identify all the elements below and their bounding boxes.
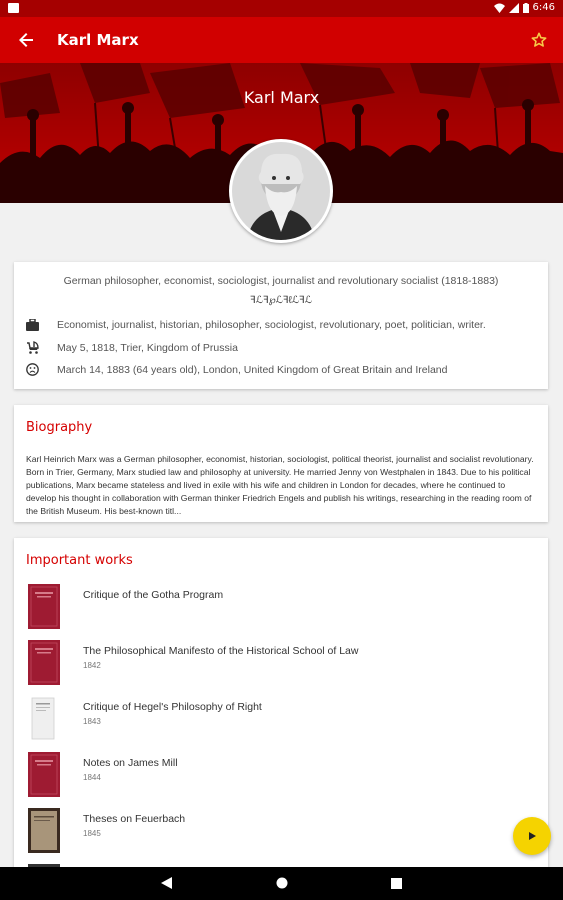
occupation-row	[26, 319, 486, 331]
died-row	[26, 363, 447, 376]
book-cover-image	[28, 808, 60, 853]
born-text: May 5, 1818, Trier, Kingdom of Prussia	[57, 341, 238, 354]
work-year: 1843	[83, 717, 101, 726]
work-year: 1844	[83, 773, 101, 782]
signature: ꟻℒꟻ℘ℒꟻℓℒꟻℒ	[249, 295, 313, 306]
born-row	[26, 341, 238, 354]
died-text: March 14, 1883 (64 years old), London, United Kingdom of Great Britain and Ireland	[57, 363, 448, 376]
status-time: 6:46	[532, 2, 555, 13]
work-year: 1842	[83, 661, 101, 670]
back-button[interactable]	[14, 28, 38, 52]
sad-face-icon	[26, 363, 39, 376]
notification-icon	[8, 3, 19, 13]
work-item[interactable]	[28, 696, 528, 746]
circle-home-icon	[276, 877, 288, 889]
works-card	[14, 538, 548, 900]
works-title: Important works	[26, 553, 133, 568]
wifi-icon	[494, 3, 505, 13]
book-cover-image	[28, 752, 60, 797]
triangle-back-icon	[161, 877, 173, 889]
play-icon	[527, 831, 537, 841]
person-description: German philosopher, economist, sociologist, journalist and revolutionary socialist (1818-1883)	[63, 275, 499, 287]
play-button[interactable]	[513, 817, 551, 855]
occupation-text: Economist, journalist, historian, philosopher, sociologist, revolutionary, poet, politician, writer.	[57, 319, 486, 331]
status-bar	[0, 0, 563, 17]
work-title: Notes on James Mill	[83, 757, 178, 769]
work-year: 1845	[83, 829, 101, 838]
work-title: Critique of the Gotha Program	[83, 589, 224, 601]
app-title: Karl Marx	[57, 31, 139, 49]
battery-icon	[523, 3, 529, 13]
work-title: The Philosophical Manifesto of the Historical School of Law	[83, 645, 359, 657]
biography-card[interactable]	[14, 405, 548, 522]
nav-recents-button[interactable]	[388, 875, 404, 891]
arrow-back-icon	[19, 33, 33, 47]
nav-home-button[interactable]	[274, 875, 290, 891]
work-title: Theses on Feuerbach	[83, 813, 186, 825]
navigation-bar	[0, 867, 563, 900]
nav-back-button[interactable]	[159, 875, 175, 891]
avatar	[229, 139, 333, 243]
favorite-button[interactable]	[527, 28, 551, 52]
book-cover-image	[28, 696, 60, 741]
book-cover-image	[28, 584, 60, 629]
book-cover-image	[28, 640, 60, 685]
info-card	[14, 262, 548, 389]
work-item[interactable]	[28, 752, 528, 802]
work-title: Critique of Hegel's Philosophy of Right	[83, 701, 262, 713]
signal-icon	[509, 3, 519, 13]
status-icons	[494, 2, 555, 13]
stroller-icon	[26, 341, 39, 354]
star-outline-icon	[531, 32, 547, 48]
biography-text: Karl Heinrich Marx was a German philosopher, economist, historian, sociologist, political theorist, journalist and socialist revolutionary. Born in Trier, Germany, Marx studied law and philosophy at university. He married Jenny von Westphalen in 1843. Due to his political publications, Marx became stateless and lived in exile with his wife and children in London for decades, where he continued to develop his thought in collaboration with German thinker Friedrich Engels and publish his writings, researching in the reading room of the British Museum. His best-known titl...	[26, 454, 534, 515]
hero-name: Karl Marx	[243, 88, 320, 107]
biography-title: Biography	[26, 420, 93, 435]
app-bar	[0, 17, 563, 63]
briefcase-icon	[26, 319, 39, 331]
portrait-photo	[232, 142, 330, 240]
work-item[interactable]	[28, 584, 528, 634]
work-item[interactable]	[28, 808, 528, 858]
work-item[interactable]	[28, 640, 528, 690]
square-recents-icon	[391, 878, 402, 889]
